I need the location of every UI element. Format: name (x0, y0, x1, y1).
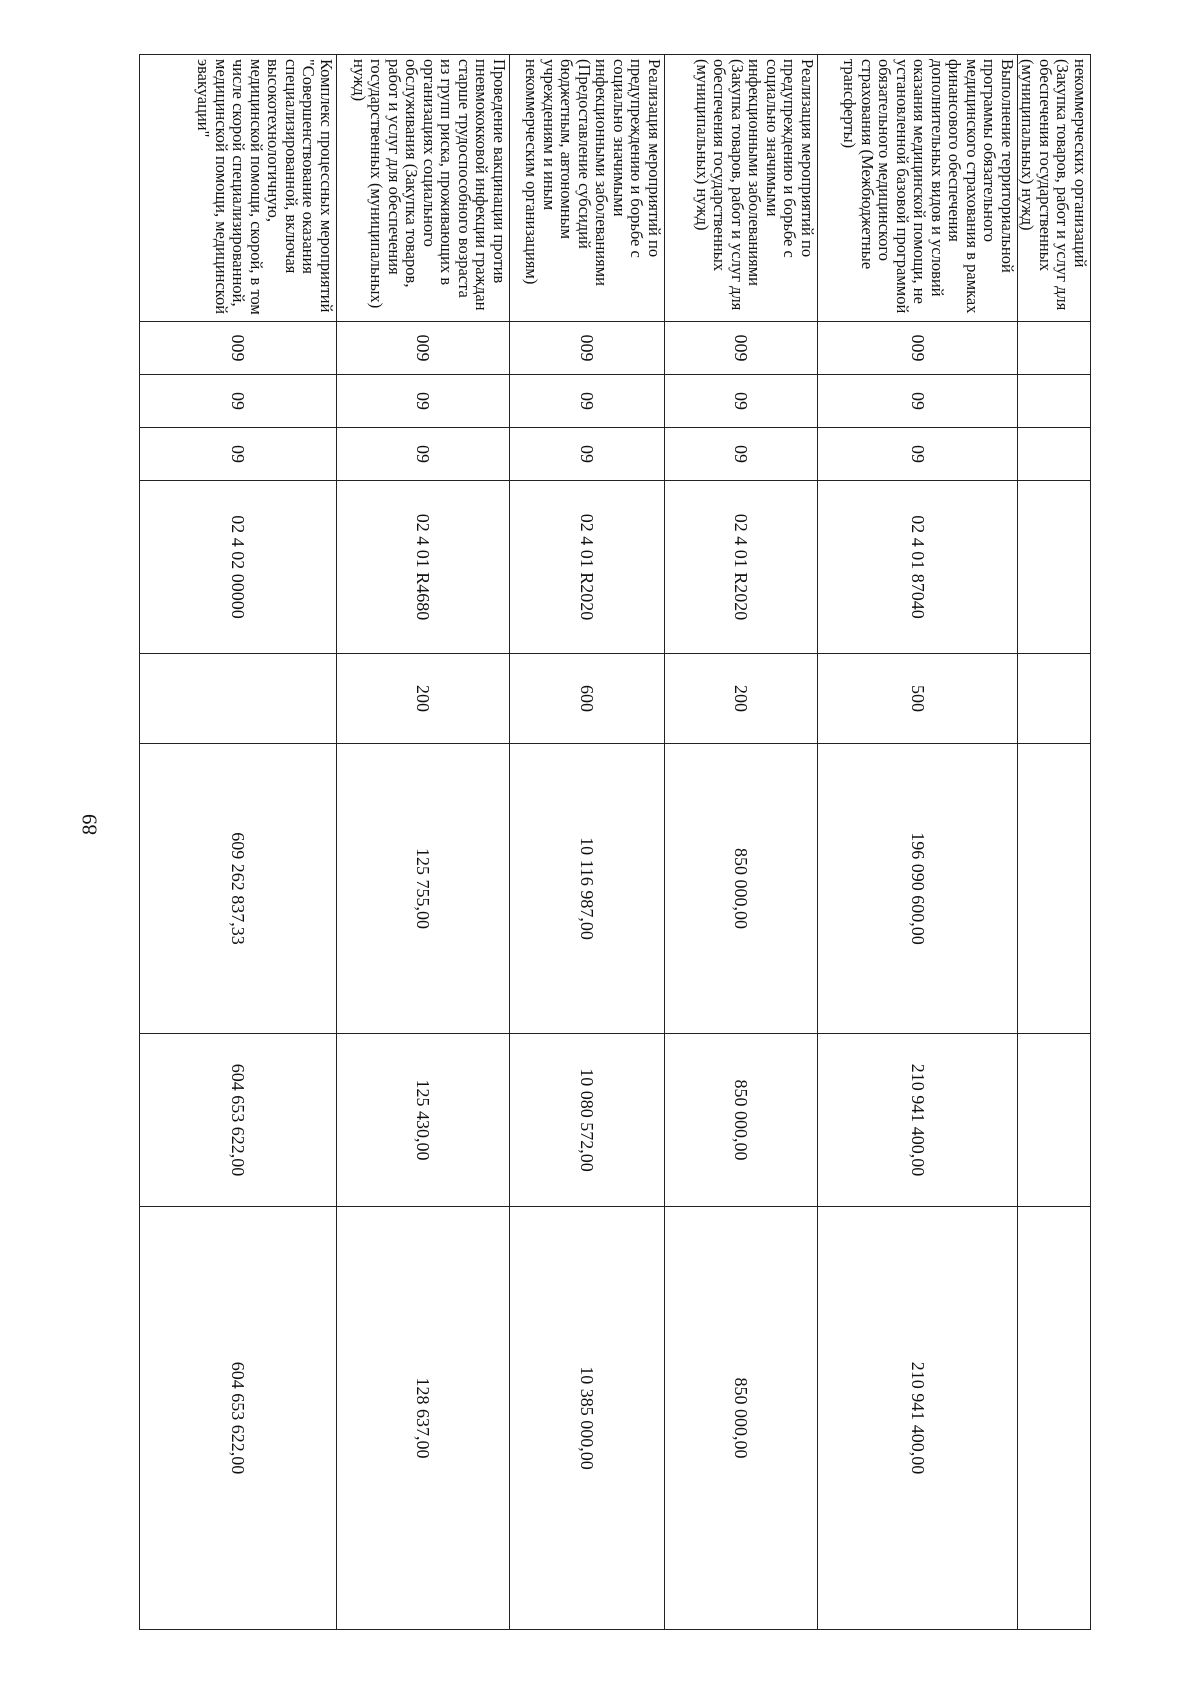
expense-kind-cell: 200 (337, 654, 510, 744)
rotated-table-wrapper (141, 54, 1091, 1629)
expense-kind-cell: 500 (818, 654, 1018, 744)
row-name-cell: Реализация мероприятий по предупреждению и борьбе с социально значимыми инфекционными заболеваниями (Предоставление субсидий бюджетным, автономным учреждениям и иным некоммерческим организациям) (510, 55, 665, 322)
amount-year1-cell (1018, 744, 1091, 1034)
table-row (510, 55, 665, 1630)
amount-year1-cell: 10 116 987,00 (510, 744, 665, 1034)
ministry-cell: 009 (665, 322, 818, 375)
target-article-cell: 02 4 01 R4680 (337, 481, 510, 654)
subsection-cell: 09 (510, 428, 665, 481)
row-name-cell: Проведение вакцинации против пневмококковой инфекции граждан старше трудоспособного возраста из групп риска, проживающих в организациях социального обслуживания (Закупка товаров, работ и услуг для обеспечения государственных (муниципальных) нужд) (337, 55, 510, 322)
amount-year3-cell: 604 653 622,00 (140, 1207, 337, 1630)
section-cell (1018, 375, 1091, 428)
amount-year2-cell (1018, 1034, 1091, 1207)
table-row (337, 55, 510, 1630)
amount-year2-cell: 604 653 622,00 (140, 1034, 337, 1207)
ministry-cell (1018, 322, 1091, 375)
amount-year2-cell: 850 000,00 (665, 1034, 818, 1207)
page-number: 89 (77, 814, 102, 835)
row-name-cell: Выполнение территориальной программы обязательного медицинского страхования в рамках финансового обеспечения дополнительных видов и условий оказания медицинской помощи, не установленной базовой программой обязательного медицинского страхования (Межбюджетные трансферты) (818, 55, 1018, 322)
amount-year3-cell: 210 941 400,00 (818, 1207, 1018, 1630)
expense-kind-cell: 200 (665, 654, 818, 744)
section-cell: 09 (140, 375, 337, 428)
target-article-cell: 02 4 01 R2020 (665, 481, 818, 654)
table-row (140, 55, 337, 1630)
amount-year1-cell: 125 755,00 (337, 744, 510, 1034)
subsection-cell: 09 (665, 428, 818, 481)
amount-year2-cell: 10 080 572,00 (510, 1034, 665, 1207)
target-article-cell (1018, 481, 1091, 654)
subsection-cell: 09 (337, 428, 510, 481)
amount-year1-cell: 196 090 600,00 (818, 744, 1018, 1034)
ministry-cell: 009 (510, 322, 665, 375)
amount-year3-cell (1018, 1207, 1091, 1630)
ministry-cell: 009 (140, 322, 337, 375)
target-article-cell: 02 4 01 87040 (818, 481, 1018, 654)
row-name-cell: Реализация мероприятий по предупреждению и борьбе с социально значимыми инфекционными заболеваниями (Закупка товаров, работ и услуг для обеспечения государственных (муниципальных) нужд) (665, 55, 818, 322)
row-name-cell: Комплекс процессных мероприятий "Совершенствование оказания специализированной, включая высокотехнологичную, медицинской помощи, скорой, в том числе скорой специализированной, медицинской помощи, медицинской эвакуации" (140, 55, 337, 322)
amount-year3-cell: 850 000,00 (665, 1207, 818, 1630)
amount-year3-cell: 10 385 000,00 (510, 1207, 665, 1630)
row-name-cell: некоммерческих организаций (Закупка товаров, работ и услуг для обеспечения государственных (муниципальных) нужд) (1018, 55, 1091, 322)
section-cell: 09 (337, 375, 510, 428)
budget-table (139, 54, 1091, 1630)
amount-year1-cell: 609 262 837,33 (140, 744, 337, 1034)
table-row (1018, 55, 1091, 1630)
section-cell: 09 (510, 375, 665, 428)
amount-year1-cell: 850 000,00 (665, 744, 818, 1034)
target-article-cell: 02 4 01 R2020 (510, 481, 665, 654)
table-row (665, 55, 818, 1630)
target-article-cell: 02 4 02 00000 (140, 481, 337, 654)
expense-kind-cell (1018, 654, 1091, 744)
amount-year2-cell: 125 430,00 (337, 1034, 510, 1207)
amount-year3-cell: 128 637,00 (337, 1207, 510, 1630)
subsection-cell: 09 (140, 428, 337, 481)
section-cell: 09 (665, 375, 818, 428)
ministry-cell: 009 (818, 322, 1018, 375)
table-row (818, 55, 1018, 1630)
section-cell: 09 (818, 375, 1018, 428)
ministry-cell: 009 (337, 322, 510, 375)
amount-year2-cell: 210 941 400,00 (818, 1034, 1018, 1207)
expense-kind-cell: 600 (510, 654, 665, 744)
subsection-cell: 09 (818, 428, 1018, 481)
expense-kind-cell (140, 654, 337, 744)
subsection-cell (1018, 428, 1091, 481)
